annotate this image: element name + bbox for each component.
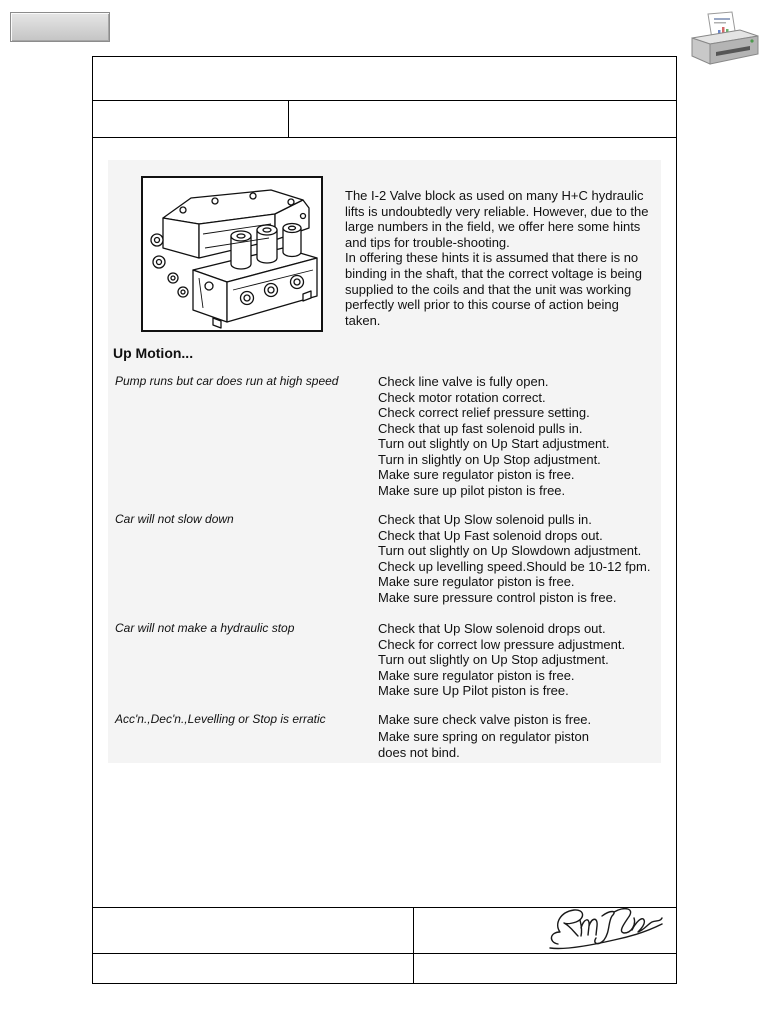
intro-line: and tips for trouble-shooting. [345,234,510,250]
intro-line: lifts is undoubtedly very reliable. However, due to the [345,203,649,219]
header-title-cell [92,56,677,101]
fix-item: Check correct relief pressure setting. [378,405,590,420]
fix-item: Check motor rotation correct. [378,389,546,405]
fix-item: Make sure regulator piston is free. [378,667,575,683]
fix-list [378,512,650,605]
fix-item: Check that Up Slow solenoid pulls in. [378,512,592,527]
intro-text [345,188,649,328]
fix-item: Make sure up pilot piston is free. [378,482,566,498]
fix-item: Make sure check valve piston is free. [378,712,592,727]
fix-list [378,621,625,699]
problem-label: Pump runs but car does run at high speed [115,374,339,388]
footer-bottom-right-cell [413,953,677,984]
problem-label: Car will not slow down [115,512,234,526]
section-heading: Up Motion... [113,345,194,361]
fix-item: Make sure spring on regulator piston [378,728,590,744]
fix-item: does not bind. [378,745,460,760]
footer-left-cell [92,907,414,954]
footer-bottom-left-cell [92,953,414,984]
intro-line: taken. [345,312,381,328]
fix-item: Check that up fast solenoid pulls in. [378,420,583,436]
fix-item: Make sure regulator piston is free. [378,467,575,482]
printer-icon[interactable] [688,10,760,68]
fix-item: Make sure regulator piston is free. [378,574,575,589]
toolbar-button[interactable] [10,12,110,42]
valve-block-illustration [141,176,323,332]
fix-item: Make sure Up Pilot piston is free. [378,683,569,698]
fix-item: Check line valve is fully open. [378,374,549,389]
header-left-cell [92,100,289,138]
intro-line: binding in the shaft, that the correct voltage is being [345,265,643,281]
fix-item: Check for correct low pressure adjustment. [378,636,626,652]
fix-item: Turn in slightly on Up Stop adjustment. [378,451,601,467]
intro-line: supplied to the coils and that the unit was working [345,281,632,297]
fix-item: Check that Up Slow solenoid drops out. [378,621,606,636]
fix-item: Turn out slightly on Up Stop adjustment. [378,652,609,667]
intro-line: large numbers in the field, we offer here some hints [345,219,641,235]
fix-item: Check that Up Fast solenoid drops out. [378,527,603,543]
intro-line: In offering these hints it is assumed that there is no [345,250,639,266]
signature-mark [544,902,666,952]
fix-item: Turn out slightly on Up Start adjustment. [378,436,610,451]
fix-list [378,712,591,762]
fix-list [378,374,609,498]
problem-label: Acc'n.,Dec'n.,Levelling or Stop is erratic [115,712,326,726]
intro-line: perfectly well prior to this course of action being [345,297,619,313]
problem-label: Car will not make a hydraulic stop [115,621,295,635]
fix-item: Turn out slightly on Up Slowdown adjustment. [378,543,642,558]
fix-item: Check up levelling speed.Should be 10-12 fpm. [378,558,651,574]
header-right-cell [288,100,677,138]
fix-item: Make sure pressure control piston is free. [378,589,617,605]
intro-line: The I-2 Valve block as used on many H+C hydraulic [345,188,644,203]
